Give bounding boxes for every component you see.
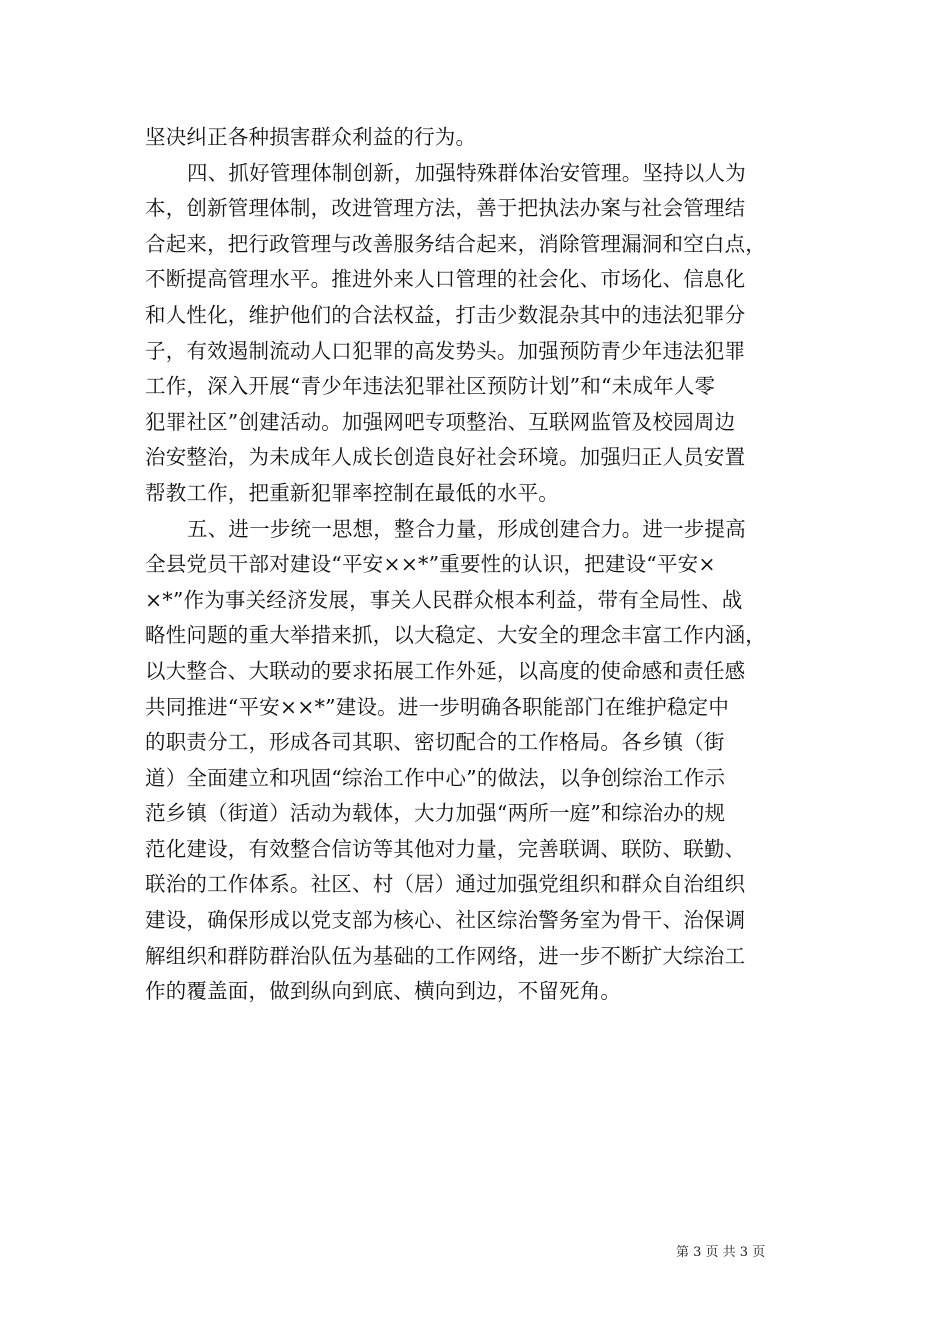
- document-body: [145, 120, 810, 1010]
- text-line: 帮教工作，把重新犯罪率控制在最低的水平。: [145, 480, 559, 505]
- text-line: 共同推进“平安××*”建设。进一步明确各职能部门在维护稳定中: [145, 694, 730, 719]
- text-line: 解组织和群防群治队伍为基础的工作网络，进一步不断扩大综治工: [145, 943, 746, 968]
- text-line: 略性问题的重大举措来抓，以大稳定、大安全的理念丰富工作内涵，: [145, 623, 766, 648]
- text-line: ×*”作为事关经济发展，事关人民群众根本利益，带有全局性、战: [145, 587, 743, 612]
- text-line: 犯罪社区”创建活动。加强网吧专项整治、互联网监管及校园周边: [145, 409, 736, 434]
- text-line: 范乡镇（街道）活动为载体，大力加强“两所一庭”和综治办的规: [145, 801, 726, 826]
- text-line: 子，有效遏制流动人口犯罪的高发势头。加强预防青少年违法犯罪: [145, 338, 746, 363]
- text-line: 的职责分工，形成各司其职、密切配合的工作格局。各乡镇（街: [145, 730, 725, 755]
- text-line: 作的覆盖面，做到纵向到底、横向到边，不留死角。: [145, 979, 622, 1004]
- text-line: 本，创新管理体制，改进管理方法，善于把执法办案与社会管理结: [145, 196, 746, 221]
- text-line: 联治的工作体系。社区、村（居）通过加强党组织和群众自治组织: [145, 872, 746, 897]
- text-line: 五、进一步统一思想，整合力量，形成创建合力。进一步提高: [187, 516, 746, 541]
- text-line: 全县党员干部对建设“平安××*”重要性的认识，把建设“平安×: [145, 552, 716, 577]
- text-line: 和人性化，维护他们的合法权益，打击少数混杂其中的违法犯罪分: [145, 302, 746, 327]
- text-line: 道）全面建立和巩固“综治工作中心”的做法，以争创综治工作示: [145, 765, 726, 790]
- paragraph-five: [145, 512, 810, 1010]
- text-line: 范化建设，有效整合信访等其他对力量，完善联调、联防、联勤、: [145, 836, 746, 861]
- text-line: 合起来，把行政管理与改善服务结合起来，消除管理漏洞和空白点，: [145, 231, 766, 256]
- page-number-footer: 第 3 页 共 3 页: [676, 1245, 766, 1260]
- text-line: 不断提高管理水平。推进外来人口管理的社会化、市场化、信息化: [145, 267, 746, 292]
- text-line: 四、抓好管理体制创新，加强特殊群体治安管理。坚持以人为: [187, 160, 746, 185]
- text-line: 治安整治，为未成年人成长创造良好社会环境。加强归正人员安置: [145, 445, 746, 470]
- text-line: 以大整合、大联动的要求拓展工作外延，以高度的使命感和责任感: [145, 658, 746, 683]
- paragraph-continued: [145, 120, 810, 156]
- text-line: 建设，确保形成以党支部为核心、社区综治警务室为骨干、治保调: [145, 908, 746, 933]
- text-line: 坚决纠正各种损害群众利益的行为。: [145, 125, 477, 149]
- text-line: 工作，深入开展“青少年违法犯罪社区预防计划”和“未成年人零: [145, 374, 716, 399]
- paragraph-four: [145, 156, 810, 512]
